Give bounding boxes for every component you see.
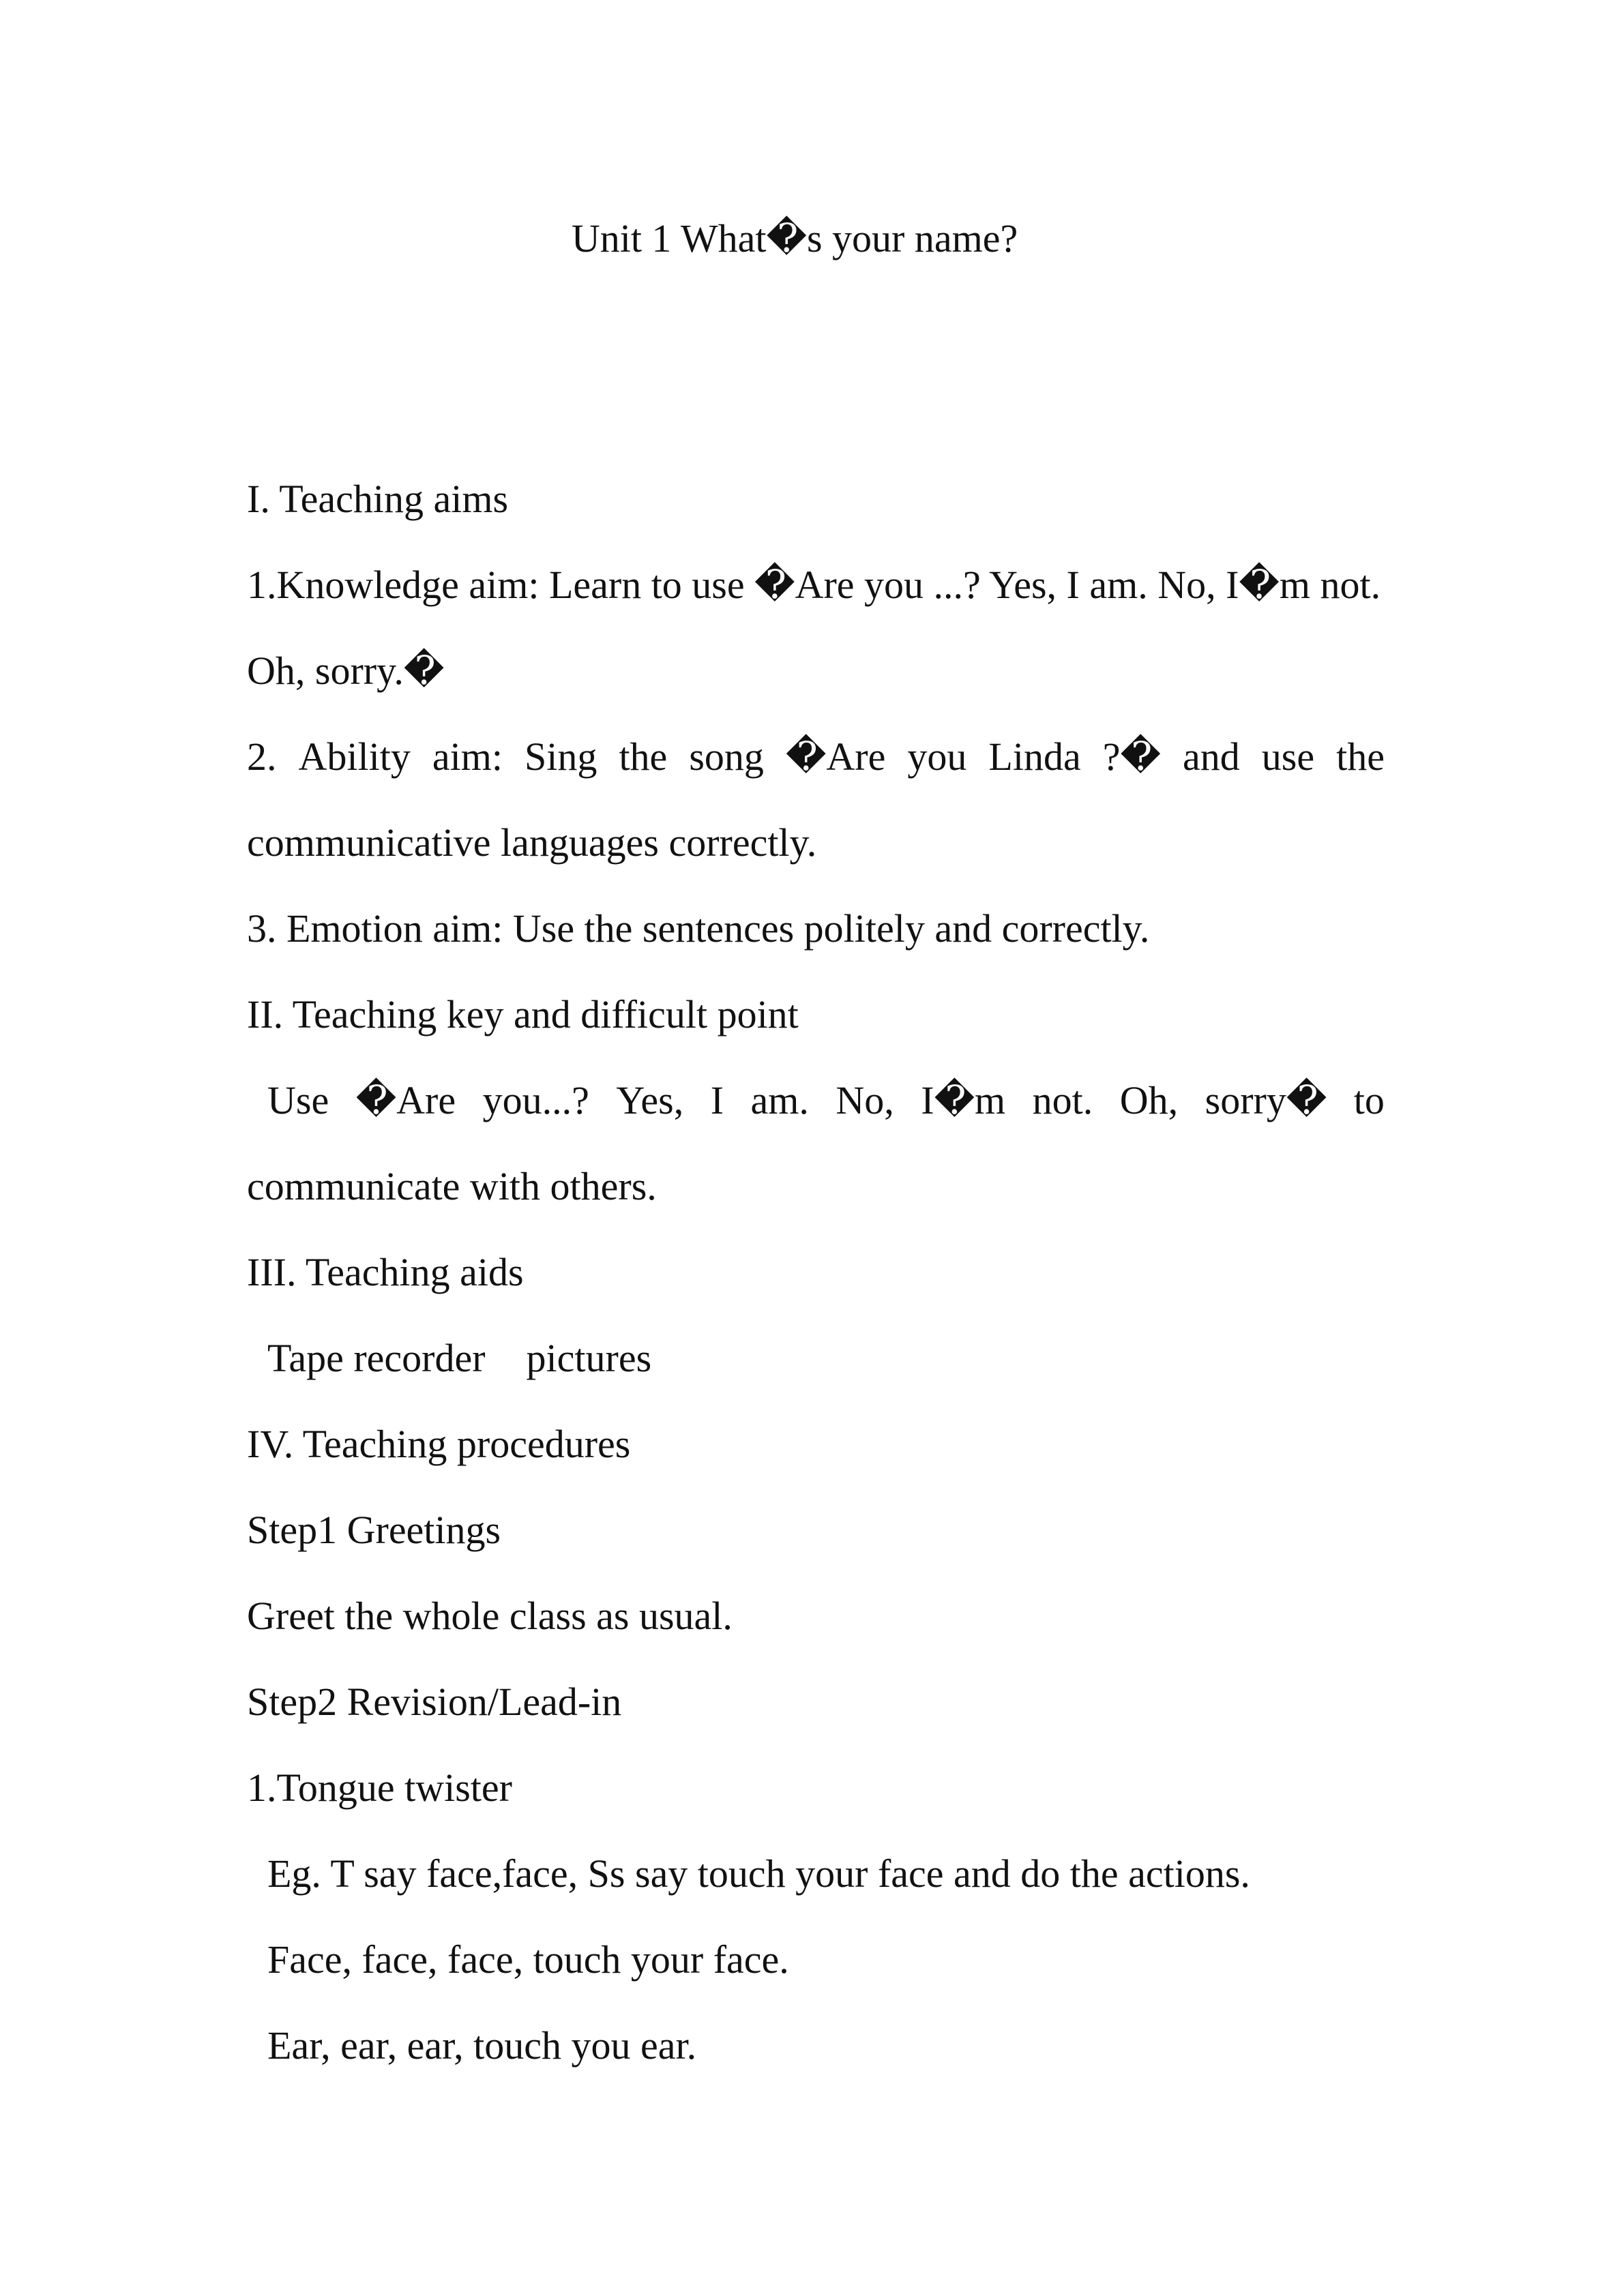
word: use bbox=[1261, 734, 1315, 779]
heading-teaching-aids: III. Teaching aids bbox=[247, 1250, 524, 1294]
step2-heading: Step2 Revision/Lead-in bbox=[247, 1680, 622, 1724]
word: not. bbox=[1032, 1078, 1093, 1122]
word: the bbox=[1336, 734, 1385, 779]
word: I bbox=[710, 1078, 724, 1122]
word: song bbox=[689, 734, 764, 779]
document-body bbox=[247, 471, 1385, 2103]
word: Use bbox=[267, 1078, 329, 1122]
heading-teaching-procedures: IV. Teaching procedures bbox=[247, 1422, 631, 1466]
word: the bbox=[619, 734, 668, 779]
word: Sing bbox=[525, 734, 597, 779]
face-chant-line: Face, face, face, touch your face. bbox=[267, 1937, 789, 1982]
heading-teaching-aims: I. Teaching aims bbox=[247, 477, 509, 521]
example-line: Eg. T say face,face, Ss say touch your face and do the actions. bbox=[267, 1851, 1250, 1896]
word: Oh, bbox=[1119, 1078, 1179, 1122]
word: �Are bbox=[785, 734, 886, 779]
knowledge-aim-continuation: Oh, sorry.� bbox=[247, 648, 445, 693]
word: you bbox=[907, 734, 967, 779]
word: �Are bbox=[355, 1078, 456, 1122]
teaching-aids-line bbox=[247, 1330, 1385, 1416]
ear-chant-line: Ear, ear, ear, touch you ear. bbox=[267, 2023, 697, 2068]
aid-tape-recorder: Tape recorder bbox=[267, 1336, 486, 1380]
ability-aim-continuation: communicative languages correctly. bbox=[247, 820, 817, 865]
key-point-line bbox=[247, 1072, 1385, 1158]
word: am. bbox=[750, 1078, 809, 1122]
word: Linda bbox=[988, 734, 1081, 779]
emotion-aim-line: 3. Emotion aim: Use the sentences politely and correctly. bbox=[247, 906, 1150, 951]
step1-text: Greet the whole class as usual. bbox=[247, 1594, 733, 1638]
knowledge-aim-line: 1.Knowledge aim: Learn to use �Are you ...? Yes, I am. No, I�m not. bbox=[247, 563, 1381, 607]
word: aim: bbox=[432, 734, 503, 779]
word: No, bbox=[836, 1078, 894, 1122]
word: and bbox=[1183, 734, 1240, 779]
word: ?� bbox=[1102, 734, 1161, 779]
word: you...? bbox=[482, 1078, 589, 1122]
heading-key-difficult-point: II. Teaching key and difficult point bbox=[247, 992, 799, 1037]
word: Ability bbox=[298, 734, 411, 779]
word: I�m bbox=[921, 1078, 1006, 1122]
aid-pictures: pictures bbox=[526, 1336, 652, 1380]
word: sorry� bbox=[1205, 1078, 1327, 1122]
key-point-continuation: communicate with others. bbox=[247, 1164, 657, 1208]
ability-aim-line bbox=[247, 728, 1385, 814]
step1-heading: Step1 Greetings bbox=[247, 1508, 501, 1552]
tongue-twister-heading: 1.Tongue twister bbox=[247, 1765, 512, 1810]
word: Yes, bbox=[616, 1078, 684, 1122]
document-title: Unit 1 What�s your name? bbox=[571, 216, 1018, 260]
word: to bbox=[1353, 1078, 1385, 1122]
word: 2. bbox=[247, 734, 277, 779]
